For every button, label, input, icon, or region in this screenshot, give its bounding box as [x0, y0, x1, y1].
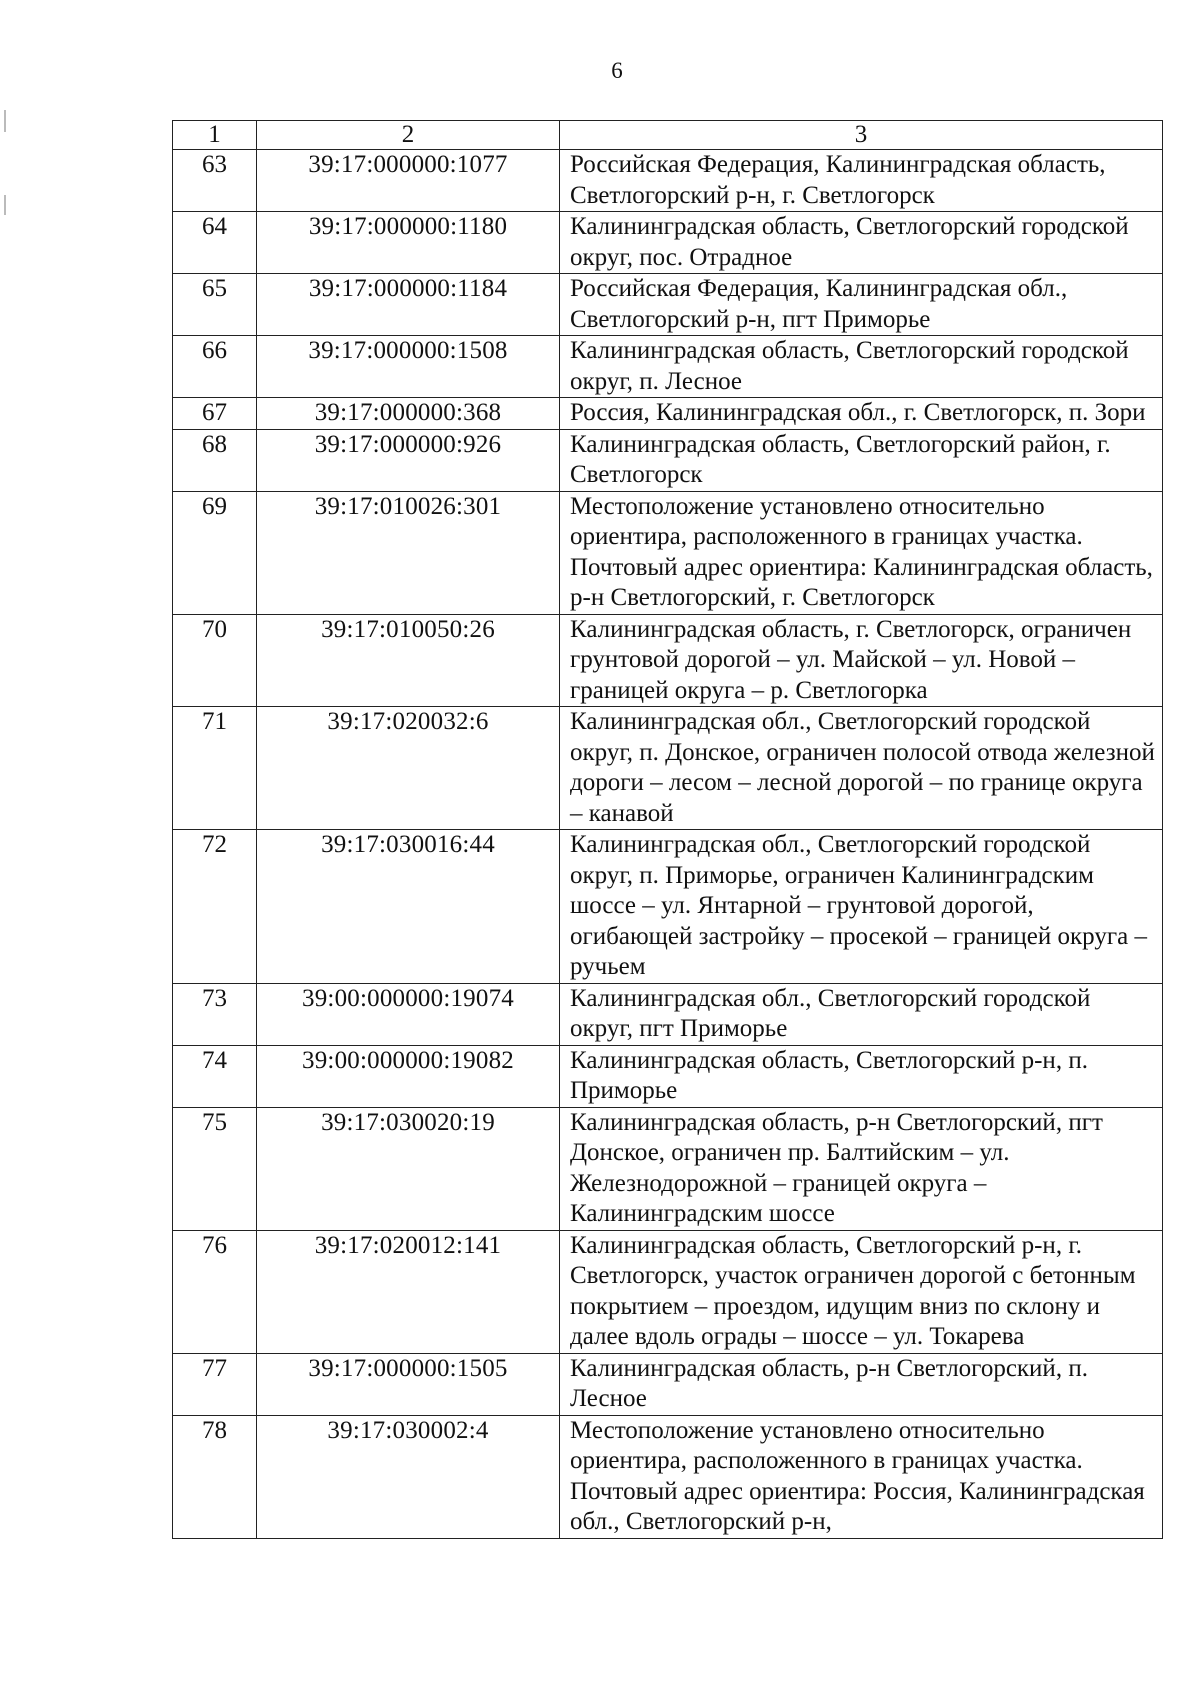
- row-number-cell: 75: [173, 1107, 257, 1230]
- row-number-cell: 73: [173, 983, 257, 1045]
- row-number-cell: 63: [173, 150, 257, 212]
- table-row: [173, 491, 1163, 614]
- table-row: [173, 212, 1163, 274]
- table-row: [173, 1230, 1163, 1353]
- address-cell: Калининградская обл., Светлогорский городской округ, п. Приморье, ограничен Калининградским шоссе – ул. Янтарной – грунтовой дорогой, огибающей застройку – просекой – границей округа – ручьем: [560, 830, 1163, 984]
- cadastral-number-cell: 39:17:030016:44: [257, 830, 560, 984]
- cadastral-number-cell: 39:17:010050:26: [257, 614, 560, 707]
- address-cell: Российская Федерация, Калининградская область, Светлогорский р-н, г. Светлогорск: [560, 150, 1163, 212]
- cadastral-number-cell: 39:17:000000:1505: [257, 1353, 560, 1415]
- cadastral-number-cell: 39:17:000000:368: [257, 398, 560, 430]
- address-cell: Местоположение установлено относительно ориентира, расположенного в границах участка. Почтовый адрес ориентира: Россия, Калининградская обл., Светлогорский р-н,: [560, 1415, 1163, 1538]
- table-row: [173, 1107, 1163, 1230]
- cadastral-number-cell: 39:00:000000:19074: [257, 983, 560, 1045]
- row-number-cell: 71: [173, 707, 257, 830]
- cadastral-number-cell: 39:00:000000:19082: [257, 1045, 560, 1107]
- cadastral-number-cell: 39:17:030020:19: [257, 1107, 560, 1230]
- table-body: [173, 121, 1163, 1539]
- header-cell-2: 2: [257, 121, 560, 150]
- cadastral-table: [172, 120, 1163, 1539]
- row-number-cell: 72: [173, 830, 257, 984]
- address-cell: Местоположение установлено относительно ориентира, расположенного в границах участка. Почтовый адрес ориентира: Калининградская область, р-н Светлогорский, г. Светлогорск: [560, 491, 1163, 614]
- address-cell: Калининградская обл., Светлогорский городской округ, п. Донское, ограничен полосой отвода железной дороги – лесом – лесной дорогой – по границе округа – канавой: [560, 707, 1163, 830]
- address-cell: Россия, Калининградская обл., г. Светлогорск, п. Зори: [560, 398, 1163, 430]
- page-number: 6: [611, 58, 623, 83]
- header-cell-1: 1: [173, 121, 257, 150]
- table-row: [173, 336, 1163, 398]
- row-number-cell: 74: [173, 1045, 257, 1107]
- table-row: [173, 1415, 1163, 1538]
- table-row: [173, 429, 1163, 491]
- address-cell: Калининградская область, Светлогорский район, г. Светлогорск: [560, 429, 1163, 491]
- table-row: [173, 150, 1163, 212]
- address-cell: Калининградская область, р-н Светлогорский, п. Лесное: [560, 1353, 1163, 1415]
- address-cell: Калининградская обл., Светлогорский городской округ, пгт Приморье: [560, 983, 1163, 1045]
- cadastral-number-cell: 39:17:000000:1508: [257, 336, 560, 398]
- header-cell-3: 3: [560, 121, 1163, 150]
- row-number-cell: 69: [173, 491, 257, 614]
- row-number-cell: 66: [173, 336, 257, 398]
- table-row: [173, 983, 1163, 1045]
- cadastral-number-cell: 39:17:020032:6: [257, 707, 560, 830]
- table-row: [173, 398, 1163, 430]
- table-row: [173, 1353, 1163, 1415]
- cadastral-number-cell: 39:17:000000:1077: [257, 150, 560, 212]
- row-number-cell: 68: [173, 429, 257, 491]
- table-row: [173, 830, 1163, 984]
- address-cell: Калининградская область, Светлогорский городской округ, п. Лесное: [560, 336, 1163, 398]
- row-number-cell: 78: [173, 1415, 257, 1538]
- cadastral-number-cell: 39:17:000000:1180: [257, 212, 560, 274]
- row-number-cell: 65: [173, 274, 257, 336]
- address-cell: Калининградская область, г. Светлогорск, ограничен грунтовой дорогой – ул. Майской – ул. Новой – границей округа – р. Светлогорка: [560, 614, 1163, 707]
- row-number-cell: 76: [173, 1230, 257, 1353]
- cadastral-number-cell: 39:17:010026:301: [257, 491, 560, 614]
- cadastral-number-cell: 39:17:020012:141: [257, 1230, 560, 1353]
- cadastral-number-cell: 39:17:000000:926: [257, 429, 560, 491]
- table-row: [173, 274, 1163, 336]
- cadastral-number-cell: 39:17:000000:1184: [257, 274, 560, 336]
- row-number-cell: 77: [173, 1353, 257, 1415]
- address-cell: Российская Федерация, Калининградская обл., Светлогорский р-н, пгт Приморье: [560, 274, 1163, 336]
- address-cell: Калининградская область, Светлогорский городской округ, пос. Отрадное: [560, 212, 1163, 274]
- cadastral-number-cell: 39:17:030002:4: [257, 1415, 560, 1538]
- table-row: [173, 614, 1163, 707]
- row-number-cell: 67: [173, 398, 257, 430]
- row-number-cell: 70: [173, 614, 257, 707]
- address-cell: Калининградская область, р-н Светлогорский, пгт Донское, ограничен пр. Балтийским – ул. Железнодорожной – границей округа – Калининградским шоссе: [560, 1107, 1163, 1230]
- scan-margin-mark: [4, 195, 6, 215]
- address-cell: Калининградская область, Светлогорский р-н, п. Приморье: [560, 1045, 1163, 1107]
- table-header-row: [173, 121, 1163, 150]
- row-number-cell: 64: [173, 212, 257, 274]
- address-cell: Калининградская область, Светлогорский р-н, г. Светлогорск, участок ограничен дорогой с бетонным покрытием – проездом, идущим вниз по склону и далее вдоль ограды – шоссе – ул. Токарева: [560, 1230, 1163, 1353]
- table-row: [173, 707, 1163, 830]
- table-row: [173, 1045, 1163, 1107]
- scan-margin-mark: [4, 110, 6, 132]
